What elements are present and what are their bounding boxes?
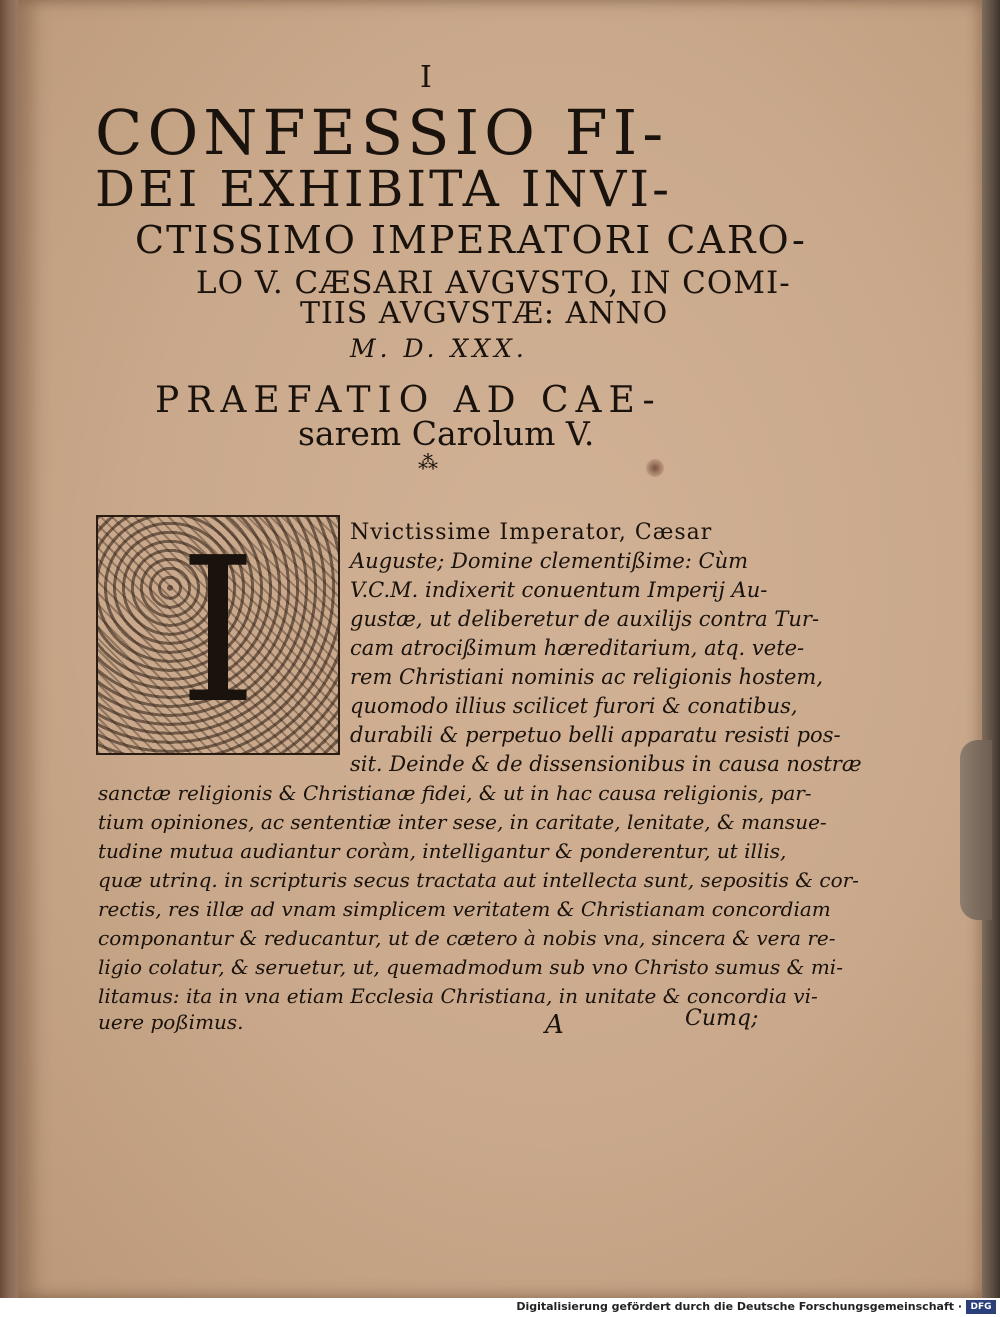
dfg-logo: DFG — [966, 1300, 996, 1314]
body-line: rectis, res illæ ad vnam simplicem veritatem & Christianam concordiam — [98, 897, 831, 921]
title-line-3: CTISSIMO IMPERATORI CARO- — [135, 218, 807, 262]
body-line: tium opiniones, ac sententiæ inter sese, in caritate, lenitate, & mansue- — [98, 810, 827, 834]
body-line: sanctæ religionis & Christianæ fidei, & ut in hac causa religionis, par- — [98, 781, 812, 805]
body-line: gustæ, ut deliberetur de auxilijs contra Tur- — [350, 607, 820, 631]
body-line: Auguste; Domine clementißime: Cùm — [350, 549, 749, 573]
title-year: M. D. XXX. — [350, 334, 528, 363]
body-line: litamus: ita in vna etiam Ecclesia Christiana, in unitate & concordia vi- — [98, 984, 818, 1008]
title-line-1: CONFESSIO FI- — [95, 96, 669, 169]
decorated-initial-letter: I — [178, 515, 258, 748]
footer-credit: Digitalisierung gefördert durch die Deutsche Forschungsgemeinschaft · — [516, 1300, 962, 1313]
body-line: uere poßimus. — [98, 1010, 244, 1034]
title-line-4: LO V. CÆSARI AVGVSTO, IN COMI- — [196, 265, 791, 301]
body-line: componantur & reducantur, ut de cætero à nobis vna, sincera & vera re- — [98, 926, 836, 950]
asterism-ornament: ⁂ — [418, 450, 440, 474]
footer-bar — [0, 1298, 1000, 1317]
body-line: cam atrocißimum hæreditarium, atq. vete- — [350, 636, 805, 660]
body-line: Nvictissime Imperator, Cæsar — [350, 520, 713, 545]
body-line: quæ utrinq. in scripturis secus tractata aut intellecta sunt, sepositis & cor- — [98, 868, 859, 892]
signature-number: I — [420, 60, 432, 95]
body-line: sit. Deinde & de dissensionibus in causa nostræ — [350, 752, 862, 776]
body-line: V.C.M. indixerit conuentum Imperij Au- — [350, 578, 768, 602]
body-line: ligio colatur, & seruetur, ut, quemadmodum sub vno Christo sumus & mi- — [98, 955, 843, 979]
book-edge — [982, 0, 1000, 1298]
catchword: Cumq; — [685, 1006, 759, 1031]
praefatio-heading-1: PRAEFATIO AD CAE- — [155, 380, 662, 421]
signature-mark: A — [545, 1010, 564, 1040]
body-line: tudine mutua audiantur coràm, intelligantur & ponderentur, ut illis, — [98, 839, 787, 863]
body-line: durabili & perpetuo belli apparatu resisti pos- — [350, 723, 841, 747]
body-line: quomodo illius scilicet furori & conatibus, — [350, 694, 798, 718]
title-line-5: TIIS AVGVSTÆ: ANNO — [300, 296, 669, 331]
page-clip — [960, 740, 992, 920]
title-line-2: DEI EXHIBITA INVI- — [95, 160, 673, 218]
praefatio-heading-2: sarem Carolum V. — [298, 414, 595, 453]
ink-stain — [646, 459, 664, 477]
body-line: rem Christiani nominis ac religionis hostem, — [350, 665, 824, 689]
